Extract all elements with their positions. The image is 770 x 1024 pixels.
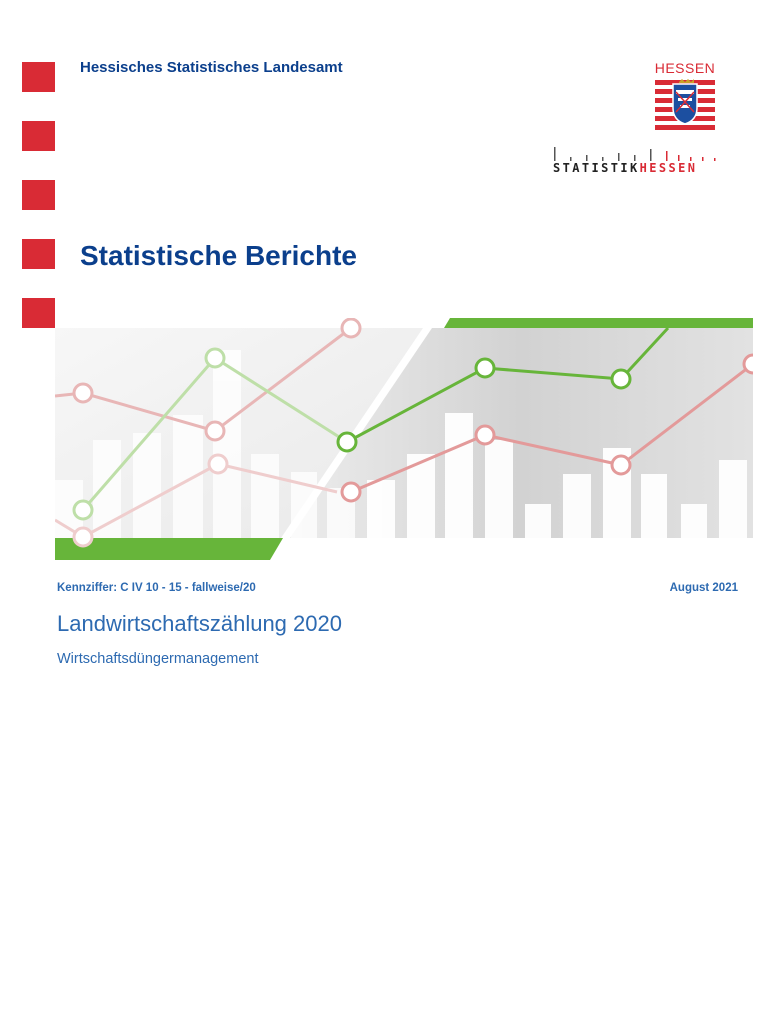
hessen-logo — [650, 60, 720, 130]
report-title: Landwirtschaftszählung 2020 — [57, 611, 342, 636]
decorative-red-square — [22, 180, 55, 210]
publication-date: August 2021 — [669, 582, 738, 594]
hessen-logo-text: HESSEN — [654, 60, 716, 76]
coat-of-arms-icon — [650, 78, 720, 130]
report-subtitle: Wirtschaftsdüngermanagement — [57, 651, 259, 667]
statistik-hessen-wordmark: STATISTIKHESSEN — [553, 161, 698, 175]
decorative-red-square — [22, 121, 55, 151]
decorative-red-square — [22, 239, 55, 269]
statistik-hessen-logo — [553, 143, 723, 183]
decorative-chart-banner — [55, 318, 753, 560]
agency-name: Hessisches Statistisches Landesamt — [80, 59, 343, 76]
bar-ticks-icon — [553, 143, 723, 163]
page-title: Statistische Berichte — [80, 240, 357, 271]
decorative-red-square — [22, 62, 55, 92]
kennziffer-label: Kennziffer: C IV 10 - 15 - fallweise/20 — [57, 582, 256, 594]
decorative-red-square — [22, 298, 55, 328]
